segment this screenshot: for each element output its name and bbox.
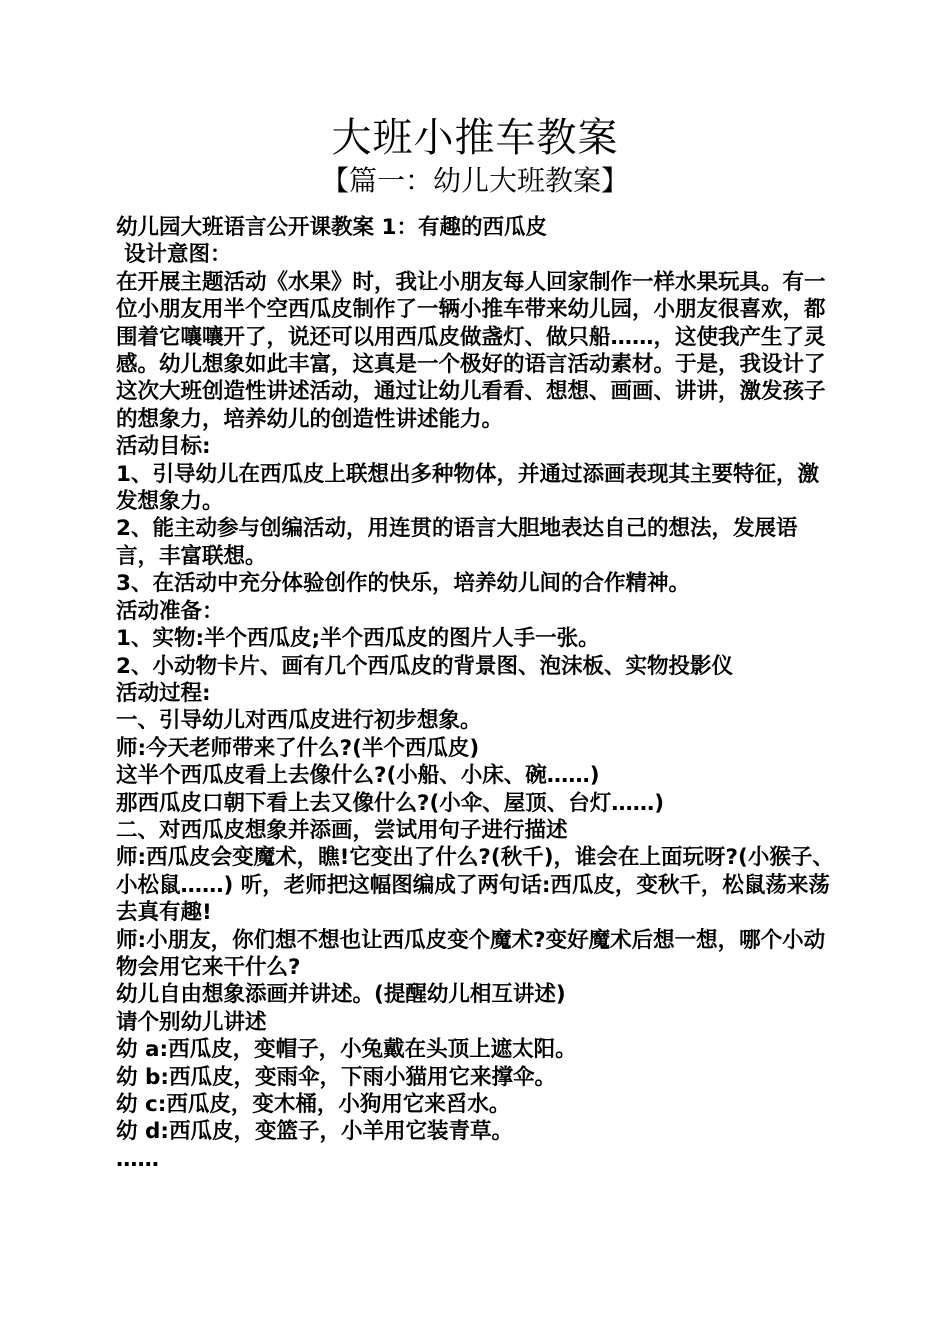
design-intent-paragraph: 在开展主题活动《水果》时，我让小朋友每人回家制作一样水果玩具。有一位小朋友用半个空西瓜皮制作了一辆小推车带来幼儿园，小朋友很喜欢，都围着它嚷嚷开了，说还可以用西瓜皮做盏灯、做只船……，这使我产生了灵感。幼儿想象如此丰富，这真是一个极好的语言活动素材。于是，我设计了这次大班创造性讲述活动，通过让幼儿看看、想想、画画、讲讲，激发孩子的想象力，培养幼儿的创造性讲述能力。 xyxy=(116,269,826,432)
prep-item: 2、小动物卡片、画有几个西瓜皮的背景图、泡沫板、实物投影仪 xyxy=(116,653,733,679)
document-subtitle: 【篇一：幼儿大班教案】 xyxy=(320,164,629,197)
goal-item: 1、引导幼儿在西瓜皮上联想出多种物体，并通过添画表现其主要特征，激发想象力。 xyxy=(116,461,819,515)
ellipsis: …… xyxy=(116,1146,159,1172)
process-label: 活动过程: xyxy=(116,680,211,706)
process-line: 幼儿自由想象添画并讲述。(提醒幼儿相互讲述) xyxy=(116,982,566,1008)
process-step-heading: 二、对西瓜皮想象并添画，尝试用句子进行描述 xyxy=(116,817,568,843)
child-answer: 幼 a:西瓜皮，变帽子，小兔戴在头顶上遮太阳。 xyxy=(116,1037,577,1063)
process-step-heading: 一、引导幼儿对西瓜皮进行初步想象。 xyxy=(116,708,482,734)
prep-label: 活动准备： xyxy=(116,598,224,624)
process-paragraph: 师:小朋友，你们想不想也让西瓜皮变个魔术?变好魔术后想一想，哪个小动物会用它来干什么? xyxy=(116,927,826,980)
document-title: 大班小推车教案 xyxy=(331,115,619,161)
process-line: 请个别幼儿讲述 xyxy=(116,1009,267,1035)
process-line: 师:今天老师带来了什么?(半个西瓜皮) xyxy=(116,735,480,761)
child-answer: 幼 c:西瓜皮，变木桶，小狗用它来舀水。 xyxy=(116,1092,511,1117)
design-intent-label: 设计意图： xyxy=(124,242,232,268)
process-paragraph: 师:西瓜皮会变魔术，瞧!它变出了什么?(秋千)，谁会在上面玩呀?(小猴子、小松鼠……) 听，老师把这幅图编成了两句话:西瓜皮，变秋千，松鼠荡来荡去真有趣! xyxy=(116,845,834,926)
lesson-heading: 幼儿园大班语言公开课教案 1：有趣的西瓜皮 xyxy=(116,215,547,240)
goals-label: 活动目标: xyxy=(116,434,211,460)
process-line: 这半个西瓜皮看上去像什么?(小船、小床、碗……) xyxy=(116,763,600,789)
goal-item: 3、在活动中充分体验创作的快乐，培养幼儿间的合作精神。 xyxy=(116,571,690,597)
document-body xyxy=(116,214,838,1173)
process-line: 那西瓜皮口朝下看上去又像什么?(小伞、屋顶、台灯……) xyxy=(116,790,665,816)
goal-item: 2、能主动参与创编活动，用连贯的语言大胆地表达自己的想法，发展语言，丰富联想。 xyxy=(116,516,798,569)
child-answer: 幼 b:西瓜皮，变雨伞，下雨小猫用它来撑伞。 xyxy=(116,1064,556,1090)
prep-item: 1、实物:半个西瓜皮;半个西瓜皮的图片人手一张。 xyxy=(116,626,600,652)
child-answer: 幼 d:西瓜皮，变篮子，小羊用它装青草。 xyxy=(116,1119,513,1145)
